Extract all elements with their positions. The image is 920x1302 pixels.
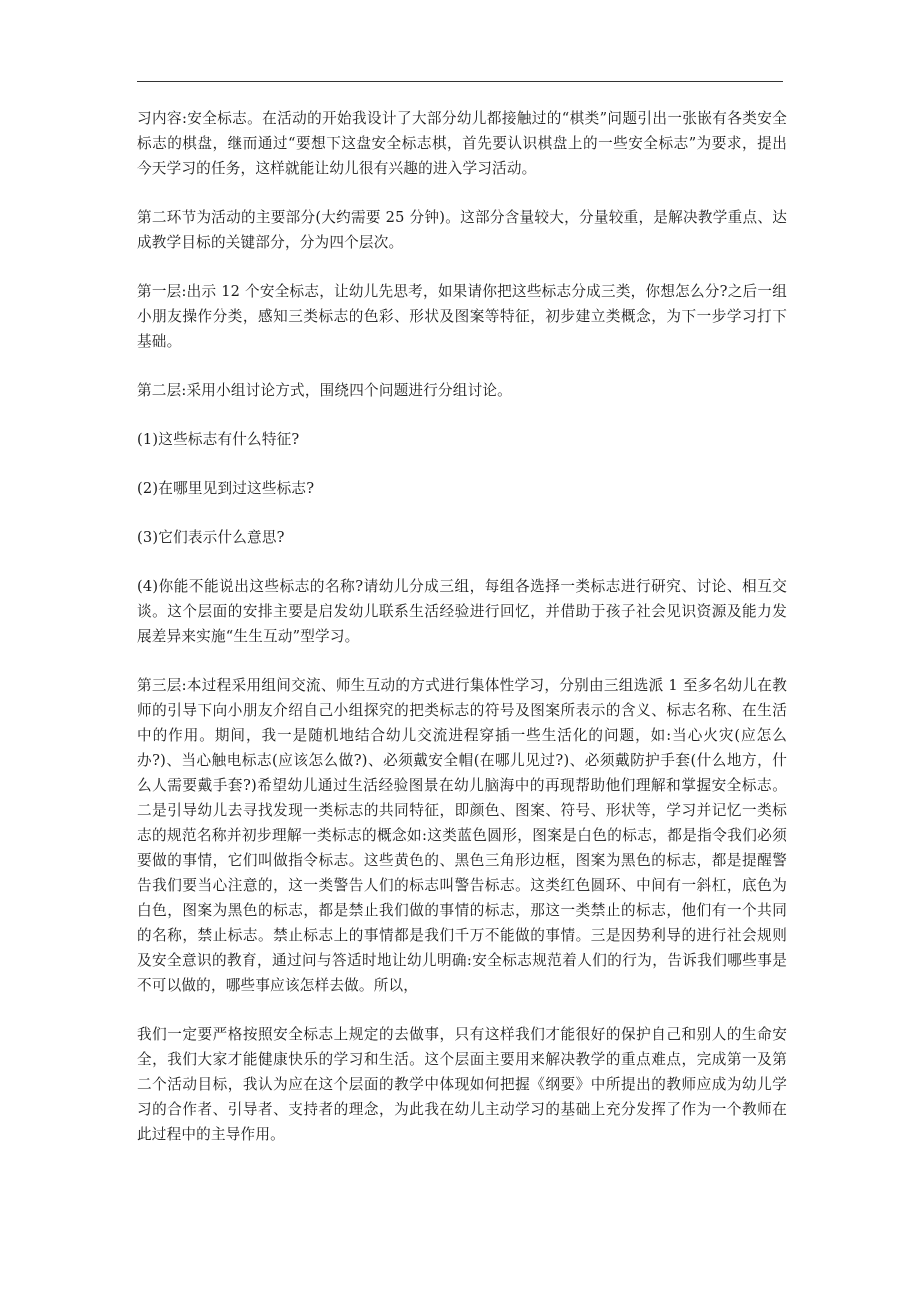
paragraph-layer-two: 第二层:采用小组讨论方式，围绕四个问题进行分组讨论。 bbox=[137, 382, 512, 399]
question-item-3: (3)它们表示什么意思? bbox=[137, 529, 285, 546]
paragraph-conclusion: 我们一定要严格按照安全标志上规定的去做事，只有这样我们才能很好的保护自己和别人的生命安全，我们大家才能健康快乐的学习和生活。这个层面主要用来解决教学的重点难点，完成第一及第二个活动目标，我认为应在这个层面的教学中体现如何把握《纲要》中所提出的教师应成为幼儿学习的合作者、引导者、支持者的理念，为此我在幼儿主动学习的基础上充分发挥了作为一个教师在此过程中的主导作用。 bbox=[137, 1026, 787, 1143]
question-item-1: (1)这些标志有什么特征? bbox=[137, 431, 300, 448]
paragraph-intro: 习内容:安全标志。在活动的开始我设计了大部分幼儿都接触过的“棋类”问题引出一张嵌有各类安全标志的棋盘，继而通过“要想下这盘安全标志棋，首先要认识棋盘上的一些安全标志”为要求，提出今天学习的任务，这样就能让幼儿很有兴趣的进入学习活动。 bbox=[137, 110, 787, 177]
question-item-4: (4)你能不能说出这些标志的名称?请幼儿分成三组，每组各选择一类标志进行研究、讨论、相互交谈。这个层面的安排主要是启发幼儿联系生活经验进行回忆，并借助于孩子社会见识资源及能力发展差异来实施“生生互动”型学习。 bbox=[137, 578, 787, 645]
paragraph-layer-three: 第三层:本过程采用组间交流、师生互动的方式进行集体性学习，分别由三组选派 1 至多名幼儿在教师的引导下向小朋友介绍自己小组探究的把类标志的符号及图案所表示的含义、标志名称、在生活中的作用。期间，我一是随机地结合幼儿交流进程穿插一些生活化的问题，如:当心火灾(应怎么办?)、当心触电标志(应该怎么做?)、必须戴安全帽(在哪儿见过?)、必须戴防护手套(什么地方，什么人需要戴手套?)希望幼儿通过生活经验图景在幼儿脑海中的再现帮助他们理解和掌握安全标志。二是引导幼儿去寻找发现一类标志的共同特征，即颜色、图案、符号、形状等，学习并记忆一类标志的规范名称并初步理解一类标志的概念如:这类蓝色圆形，图案是白色的标志，都是指令我们必须要做的事情，它们叫做指令标志。这些黄色的、黑色三角形边框，图案为黑色的标志，都是提醒警告我们要当心注意的，这一类警告人们的标志叫警告标志。这类红色圆环、中间有一斜杠，底色为白色，图案为黑色的标志，都是禁止我们做的事情的标志，那这一类禁止的标志，他们有一个共同的名称，禁止标志。禁止标志上的事情都是我们千万不能做的事情。三是因势利导的进行社会规则及安全意识的教育，通过问与答适时地让幼儿明确:安全标志规范着人们的行为，告诉我们哪些事是不可以做的，哪些事应该怎样去做。所以， bbox=[137, 677, 787, 994]
header-rule bbox=[137, 81, 783, 82]
paragraph-layer-one: 第一层:出示 12 个安全标志，让幼儿先思考，如果请你把这些标志分成三类，你想怎么分?之后一组小朋友操作分类，感知三类标志的色彩、形状及图案等特征，初步建立类概念，为下一步学习打下基础。 bbox=[137, 283, 787, 350]
document-body bbox=[137, 106, 787, 1171]
question-item-2: (2)在哪里见到过这些标志? bbox=[137, 480, 315, 497]
paragraph-section-two: 第二环节为活动的主要部分(大约需要 25 分钟)。这部分含量较大，分量较重，是解决教学重点、达成教学目标的关键部分，分为四个层次。 bbox=[137, 209, 787, 251]
